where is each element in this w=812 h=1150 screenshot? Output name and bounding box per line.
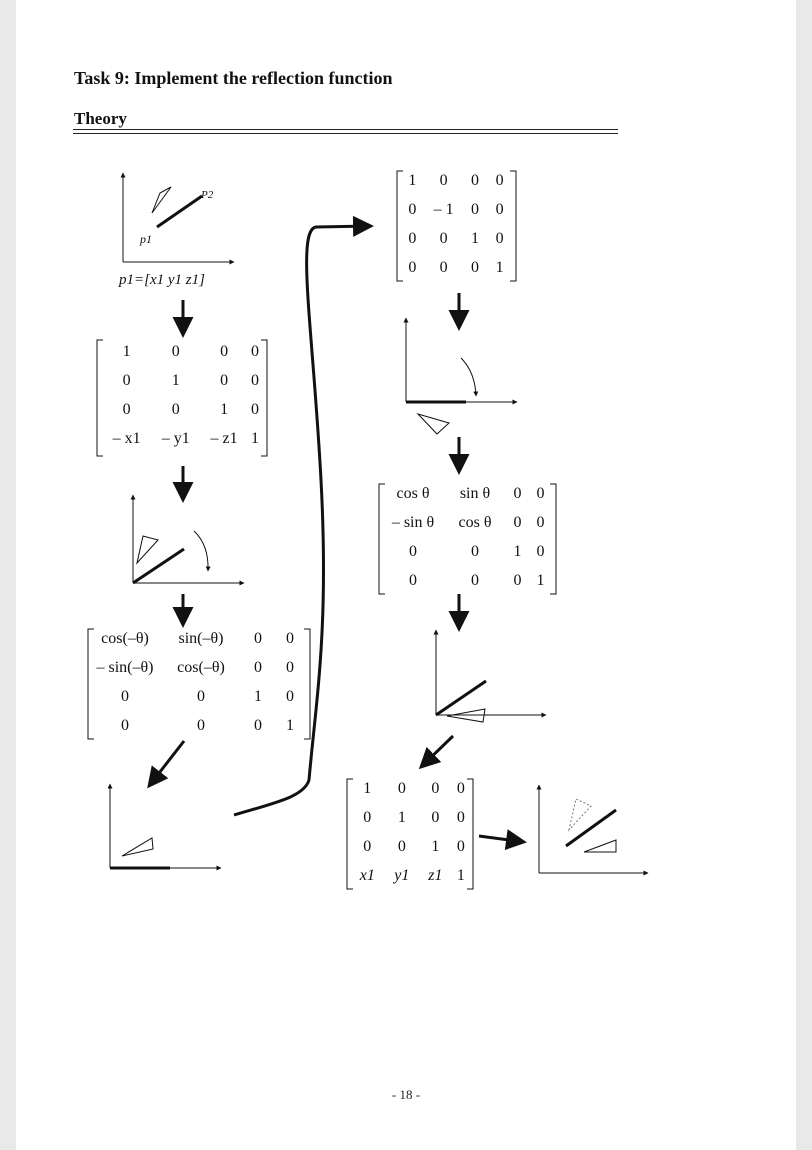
matrix-cell: 0: [363, 837, 372, 855]
matrix-cell: – y1: [161, 429, 190, 447]
matrix-cell: 0: [456, 808, 465, 826]
matrix-cell: 0: [397, 837, 406, 855]
matrix-row: [102, 366, 262, 395]
matrix-cell: 0: [122, 400, 131, 418]
matrix-cell: 0: [171, 342, 180, 360]
matrix-cell: 0: [513, 484, 522, 502]
arrow-right: [479, 836, 524, 842]
matrix-cell: 0: [250, 371, 259, 389]
matrix-cell: 0: [495, 229, 504, 247]
matrix-cell: 0: [122, 371, 131, 389]
matrix-cell: 0: [456, 779, 465, 797]
matrix-cell: cos θ: [458, 513, 492, 531]
matrix-cell: – sin θ: [391, 513, 435, 531]
matrix-cell: 0: [513, 513, 522, 531]
step-translated-axes: [133, 495, 244, 583]
matrix-cell: – x1: [112, 429, 141, 447]
matrix-cell: 0: [286, 687, 294, 705]
step-rotated-axes: [110, 784, 221, 868]
matrix-cell: 0: [408, 200, 417, 218]
label-p2: P2: [201, 189, 214, 201]
matrix-cell: cos θ: [396, 484, 430, 502]
matrix-cell: 0: [250, 400, 259, 418]
matrix-cell: 0: [536, 513, 545, 531]
matrix-cell: 1: [536, 571, 545, 589]
matrix-cell: 1: [250, 429, 259, 447]
matrix-cell: 1: [495, 258, 504, 276]
matrix-cell: sin θ: [459, 484, 491, 502]
matrix-cell: 0: [408, 229, 417, 247]
matrix-cell: 0: [171, 400, 180, 418]
matrix-grid-5: [350, 774, 470, 890]
matrix-cell: 0: [254, 629, 262, 647]
matrix-cell: sin(–θ): [178, 629, 224, 647]
matrix-grid-1: [102, 337, 262, 453]
matrix-cell: 0: [495, 171, 504, 189]
step-original-axes: [123, 173, 234, 262]
matrix-cell: 1: [513, 542, 522, 560]
matrix-cell: x1: [359, 866, 375, 884]
matrix-cell: 0: [470, 200, 479, 218]
matrix-cell: 0: [409, 571, 417, 589]
matrix-cell: 0: [439, 171, 448, 189]
matrix-cell: 0: [536, 484, 545, 502]
matrix-cell: 0: [197, 716, 205, 734]
matrix-cell: 0: [456, 837, 465, 855]
section-heading: Theory: [74, 109, 127, 128]
matrix-grid-4: [382, 479, 552, 595]
arrow-diagonal-2: [421, 736, 453, 767]
matrix-cell: – sin(–θ): [96, 658, 154, 676]
matrix-cell: 1: [171, 371, 180, 389]
matrix-cell: 0: [439, 229, 448, 247]
matrix-cell: 0: [286, 629, 294, 647]
matrix-cell: – z1: [210, 429, 238, 447]
matrix-cell: z1: [428, 866, 443, 884]
matrix-grid-2: [90, 624, 306, 740]
matrix-cell: 1: [220, 400, 229, 418]
matrix-cell: cos(–θ): [177, 658, 225, 676]
matrix-cell: 0: [286, 658, 294, 676]
matrix-cell: 0: [471, 542, 479, 560]
matrix-row: [102, 395, 262, 424]
matrix-cell: 0: [431, 779, 440, 797]
matrix-cell: 0: [536, 542, 545, 560]
matrix-cell: 1: [286, 716, 294, 734]
matrix-cell: 0: [363, 808, 372, 826]
point-definition: p1=[x1 y1 z1]: [119, 272, 205, 288]
matrix-cell: 1: [122, 342, 131, 360]
document-page: [16, 0, 796, 1150]
page-number: - 18 -: [391, 1087, 421, 1102]
matrix-grid-3: [400, 166, 512, 282]
task-title: Task 9: Implement the reflection function: [74, 68, 393, 88]
matrix-cell: 0: [408, 258, 417, 276]
matrix-cell: 1: [456, 866, 465, 884]
matrix-cell: 1: [408, 171, 417, 189]
matrix-cell: 0: [121, 716, 129, 734]
matrix-cell: 1: [363, 779, 372, 797]
matrix-cell: 0: [431, 808, 440, 826]
matrix-cell: 0: [470, 171, 479, 189]
matrix-cell: 0: [254, 658, 262, 676]
matrix-cell: 1: [431, 837, 440, 855]
matrix-cell: 0: [220, 371, 229, 389]
matrix-cell: 0: [409, 542, 417, 560]
matrix-cell: y1: [394, 866, 410, 884]
step-final-axes: [539, 785, 648, 873]
matrix-cell: – 1: [433, 200, 454, 218]
matrix-cell: 0: [250, 342, 259, 360]
matrix-cell: 0: [220, 342, 229, 360]
matrix-row: [102, 424, 262, 453]
matrix-cell: cos(–θ): [101, 629, 149, 647]
matrix-cell: 1: [397, 808, 406, 826]
label-p1: p1: [140, 232, 152, 246]
matrix-cell: 0: [254, 716, 262, 734]
matrix-cell: 0: [513, 571, 522, 589]
matrix-cell: 0: [197, 687, 205, 705]
arrow-diagonal-1: [149, 741, 184, 786]
matrix-cell: 0: [471, 571, 479, 589]
matrix-cell: 1: [470, 229, 479, 247]
matrix-row: [102, 337, 262, 366]
matrix-cell: 0: [121, 687, 129, 705]
step-reflected-axes: [406, 318, 517, 434]
matrix-cell: 0: [495, 200, 504, 218]
matrix-cell: 1: [254, 687, 262, 705]
matrix-cell: 0: [439, 258, 448, 276]
step-rotated-back-axes: [436, 630, 546, 722]
matrix-cell: 0: [397, 779, 406, 797]
matrix-cell: 0: [470, 258, 479, 276]
